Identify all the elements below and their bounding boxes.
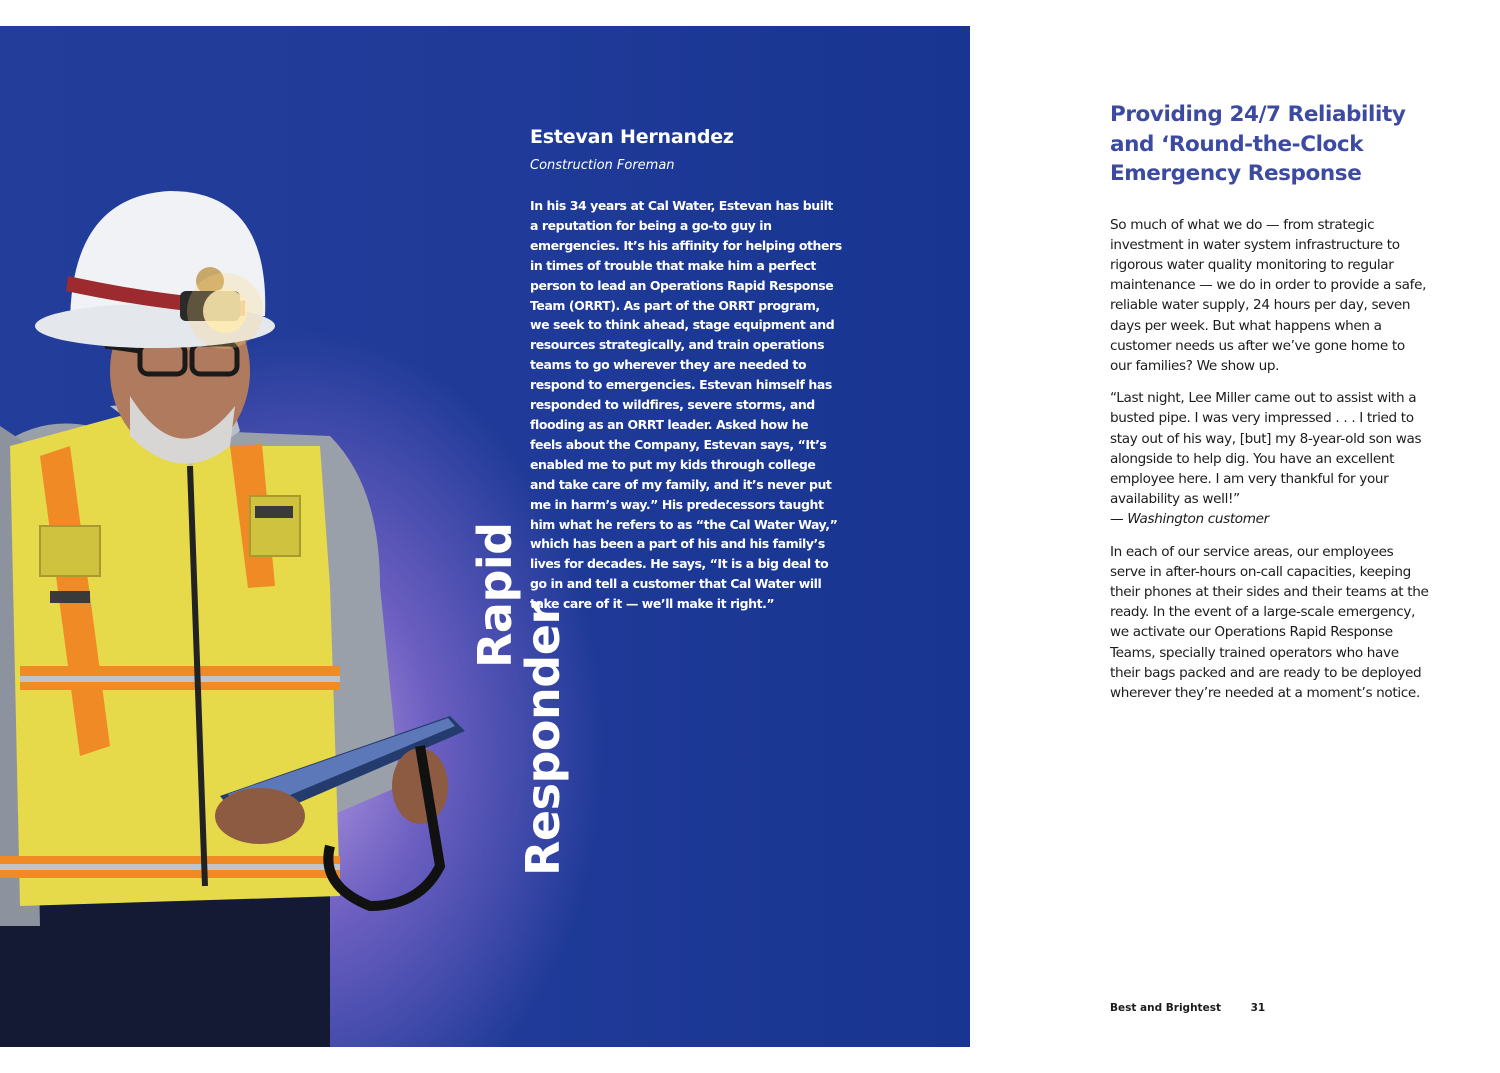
worker-photo [0,26,480,1047]
profile-role: Construction Foreman [530,158,675,173]
side-title-line1: Rapid [468,522,522,668]
intro-paragraph: So much of what we do — from strategic investment in water system infrastructure to rigorous water quality monitoring to regular maintenance — we do in order to provide a safe, reliable water supply, 24 hours per day, seven days per week. But what happens when a customer needs us after we’ve gone home to our families? We show up. [1110,216,1427,374]
article-column [1110,100,1430,715]
page-number: 31 [1250,1002,1266,1014]
side-title-line2: Responder [516,602,570,876]
page-footer [1110,1002,1265,1014]
profile-name: Estevan Hernandez [530,126,734,148]
closing-paragraph: In each of our service areas, our employees serve in after-hours on-call capacities, keeping their phones at their sides and their teams at the ready. In the event of a large-scale emergency, we activate our Operations Rapid Response Teams, specially trained operators who have their bags packed and are ready to be deployed wherever they’re needed at a moment’s notice. [1110,543,1429,701]
customer-quote [1110,388,1430,529]
profile-body: In his 34 years at Cal Water, Estevan has built a reputation for being a go-to guy in emergencies. It’s his affinity for helping others in times of trouble that make him a perfect person to lead an Operations Rapid Response Team (ORRT). As part of the ORRT program, we seek to think ahead, stage equipment and resources strategically, and train operations teams to go wherever they are needed to respond to emergencies. Estevan himself has responded to wildfires, severe storms, and flooding as an ORRT leader. Asked how he feels about the Company, Estevan says, “It’s enabled me to put my kids through college and take care of my family, and it’s never put me in harm’s way.” His predecessors taught him what he refers to as “the Cal Water Way,” which has been a part of his and his family’s lives for decades. He says, “It is a big deal to go in and tell a customer that Cal Water will take care of it — we’ll make it right.” [530,198,842,612]
section-title: Providing 24/7 Reliability and ‘Round-the-Clock Emergency Response [1110,102,1406,186]
quote-text: “Last night, Lee Miller came out to assist with a busted pipe. I was very impressed . . . I tried to stay out of his way, [but] my 8-year-old son was alongside to help dig. You have an excellent employee here. I am very thankful for your availability as well!” [1110,390,1422,508]
footer-label: Best and Brightest [1110,1002,1221,1014]
photo-panel [0,26,970,1047]
quote-attribution: — Washington customer [1110,511,1269,528]
